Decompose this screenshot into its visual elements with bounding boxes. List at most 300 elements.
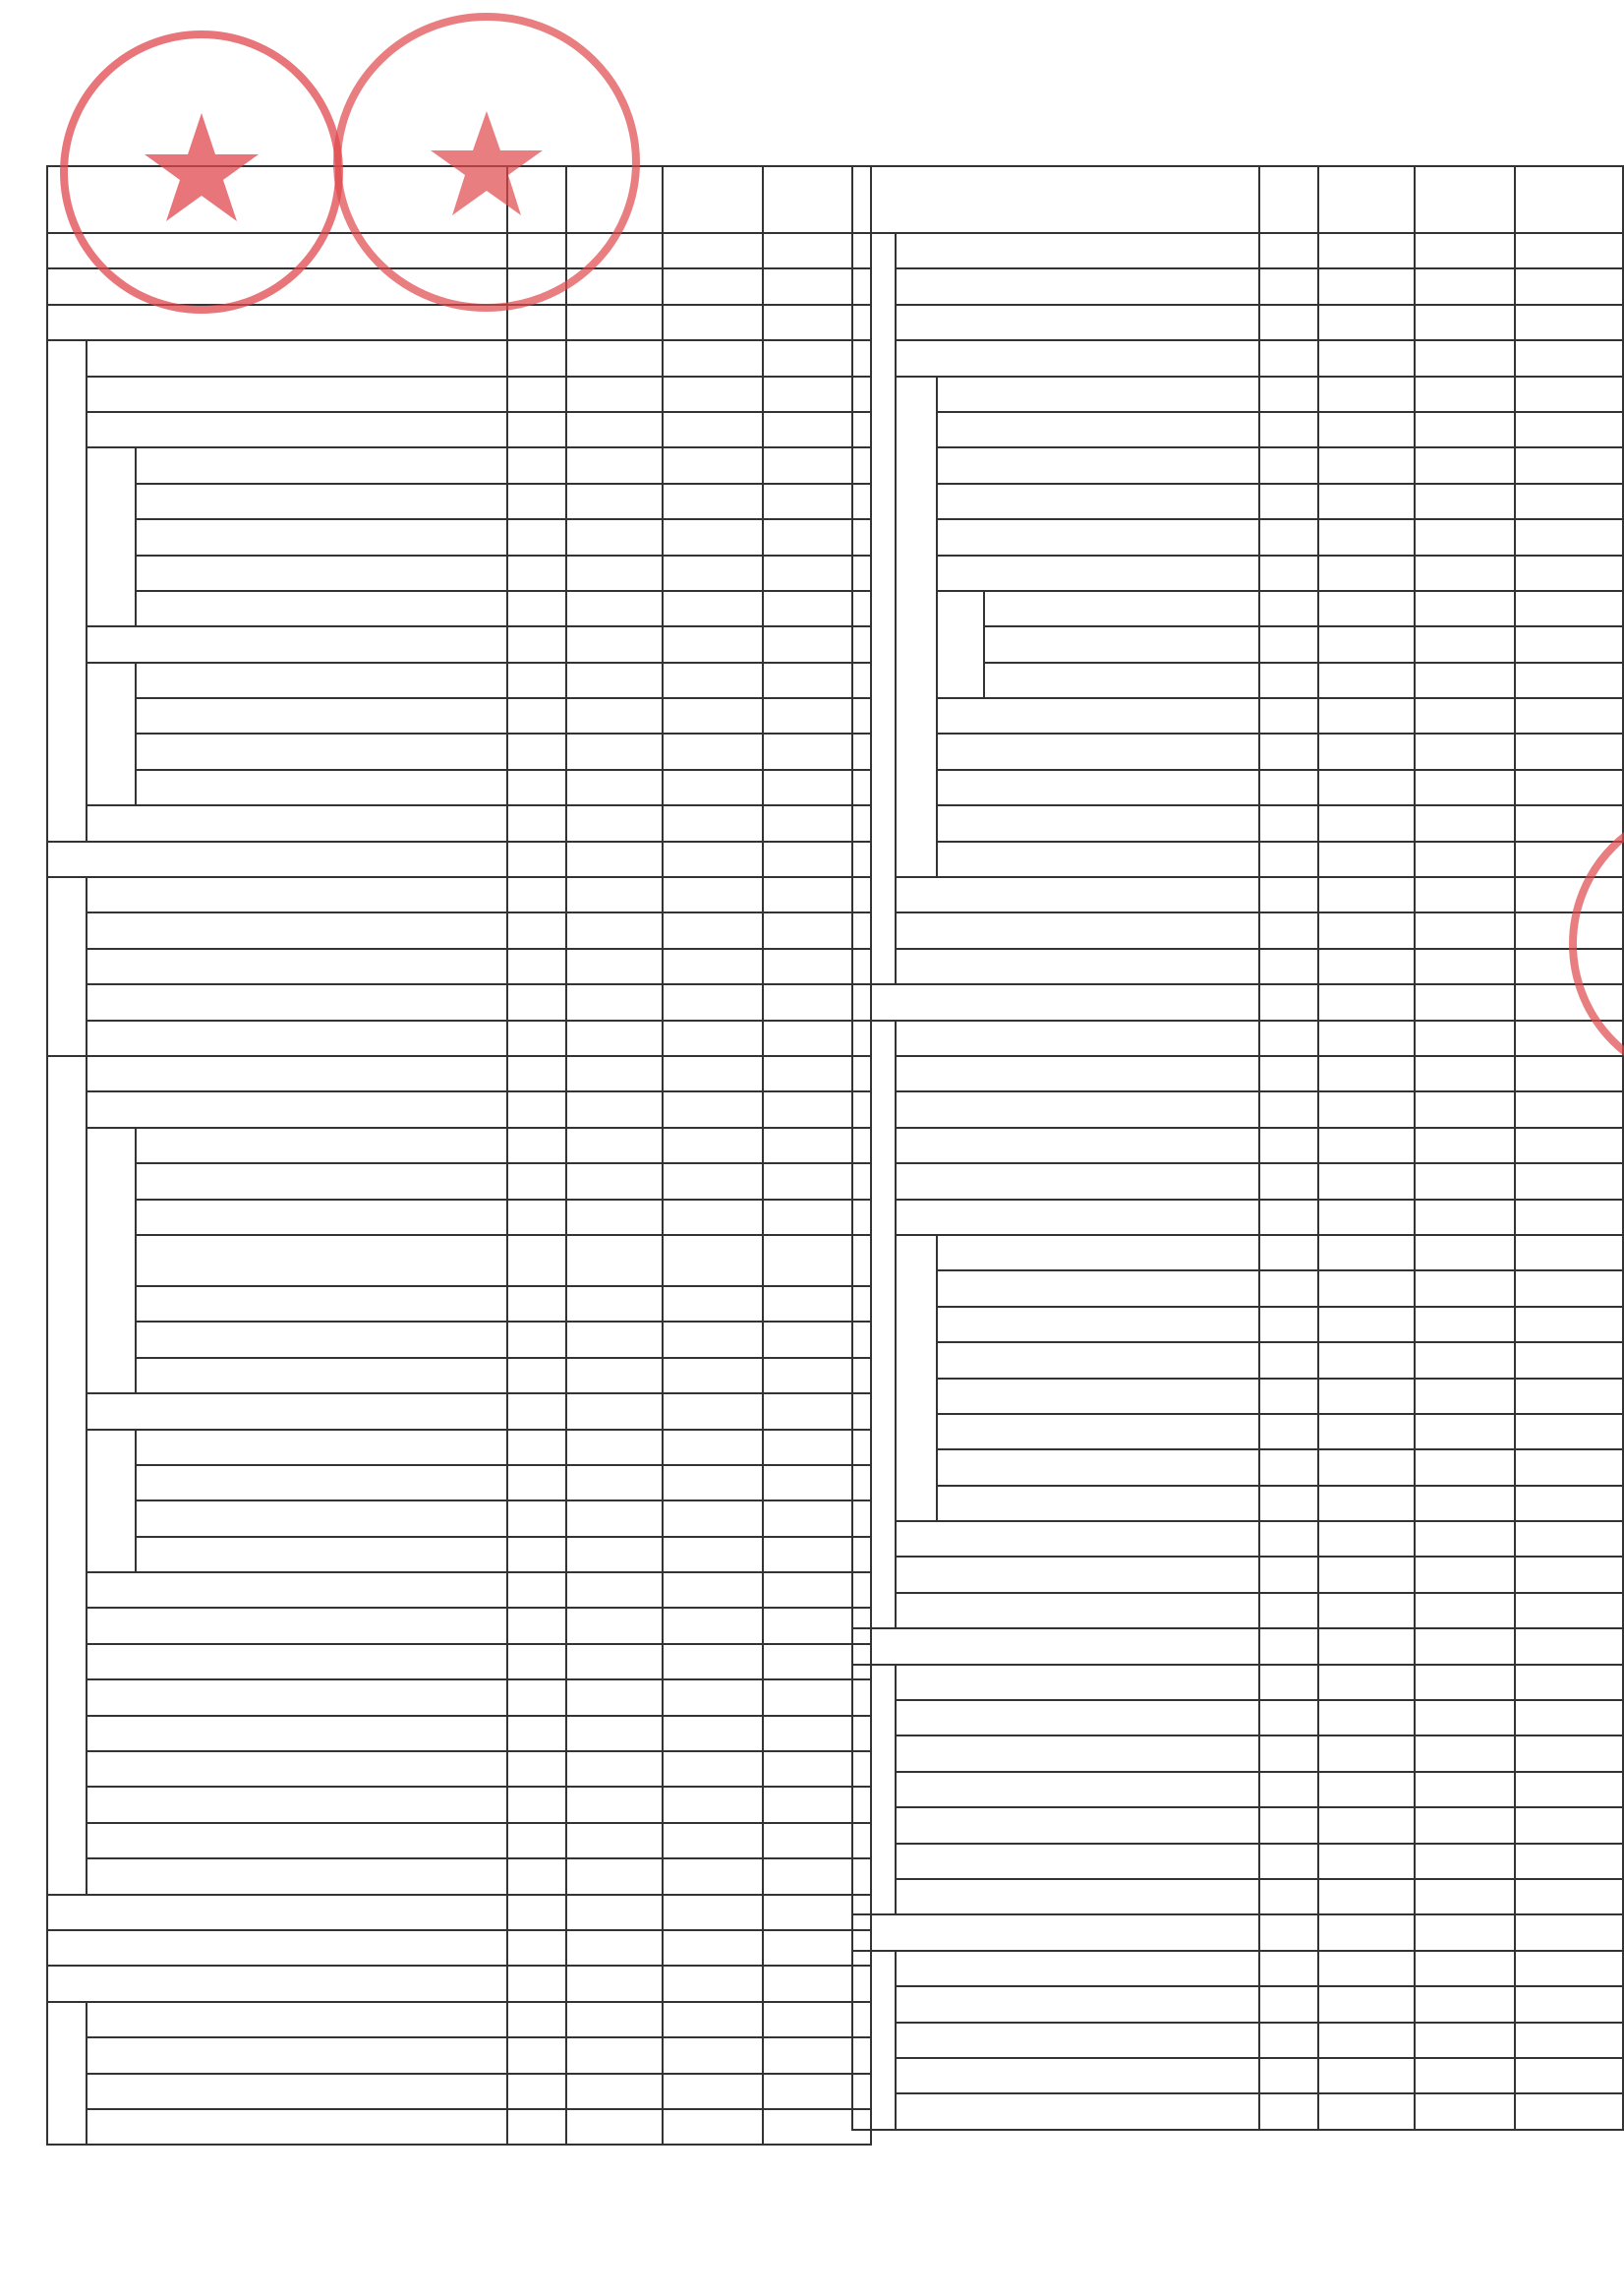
row-name xyxy=(136,1358,507,1393)
row-total xyxy=(1318,1486,1415,1521)
table-row xyxy=(852,1449,1623,1485)
table-row xyxy=(47,519,871,555)
row-total xyxy=(566,305,663,340)
row-seq xyxy=(1259,1951,1318,1986)
table-row xyxy=(47,1286,871,1322)
row-total xyxy=(1318,484,1415,519)
row-village xyxy=(663,877,763,912)
row-total xyxy=(566,1091,663,1127)
group-label-qizhong xyxy=(87,447,136,626)
row-total xyxy=(1318,1521,1415,1557)
row-name xyxy=(937,1379,1260,1414)
row-seq xyxy=(507,1322,566,1357)
row-village xyxy=(1415,1270,1515,1306)
row-village xyxy=(663,2037,763,2073)
row-seq xyxy=(507,877,566,912)
table-row xyxy=(852,1772,1623,1807)
row-total xyxy=(566,2037,663,2073)
row-name xyxy=(937,1307,1260,1342)
row-seq xyxy=(507,1895,566,1930)
row-seq xyxy=(1259,447,1318,483)
row-coop xyxy=(1515,1449,1623,1485)
row-total xyxy=(566,591,663,626)
row-name xyxy=(136,556,507,591)
row-coop xyxy=(1515,1772,1623,1807)
row-total xyxy=(1318,734,1415,769)
table-row xyxy=(852,2058,1623,2093)
row-coop xyxy=(1515,1235,1623,1270)
row-village xyxy=(663,1286,763,1322)
row-coop xyxy=(1515,1700,1623,1735)
row-total xyxy=(1318,591,1415,626)
row-name xyxy=(47,1895,507,1930)
row-coop xyxy=(1515,1914,1623,1950)
row-name xyxy=(937,842,1260,877)
row-name xyxy=(87,912,507,948)
group-label-gongyi xyxy=(852,233,896,984)
table-row xyxy=(852,1235,1623,1270)
table-row xyxy=(47,1393,871,1429)
table-row xyxy=(47,447,871,483)
col-header-total xyxy=(566,166,663,233)
row-village xyxy=(1415,877,1515,912)
row-village xyxy=(1415,1128,1515,1163)
row-coop xyxy=(1515,1486,1623,1521)
row-name xyxy=(47,1966,507,2001)
row-village xyxy=(1415,1056,1515,1091)
row-seq xyxy=(507,663,566,698)
row-name xyxy=(937,519,1260,555)
row-total xyxy=(1318,305,1415,340)
row-seq xyxy=(1259,1986,1318,2022)
row-name xyxy=(937,412,1260,447)
table-row xyxy=(852,447,1623,483)
table-row xyxy=(852,1951,1623,1986)
row-village xyxy=(663,734,763,769)
table-row xyxy=(47,1679,871,1715)
row-name xyxy=(136,1235,507,1286)
table-row xyxy=(47,734,871,769)
row-coop xyxy=(1515,949,1623,984)
table-row xyxy=(47,2037,871,2073)
row-seq xyxy=(1259,1807,1318,1843)
row-name xyxy=(896,1091,1259,1127)
row-total xyxy=(1318,1021,1415,1056)
row-village xyxy=(1415,591,1515,626)
row-seq xyxy=(507,1286,566,1322)
row-name xyxy=(136,1128,507,1163)
row-name xyxy=(896,2093,1259,2129)
row-village xyxy=(1415,1379,1515,1414)
row-total xyxy=(1318,1879,1415,1914)
row-village xyxy=(663,1572,763,1608)
row-coop xyxy=(1515,1091,1623,1127)
group-label-qizhong xyxy=(896,377,937,877)
row-village xyxy=(663,447,763,483)
row-total xyxy=(1318,663,1415,698)
table-row xyxy=(47,1091,871,1127)
row-coop xyxy=(1515,842,1623,877)
row-seq xyxy=(507,2074,566,2109)
table-row xyxy=(47,233,871,268)
row-name xyxy=(87,1823,507,1858)
row-seq xyxy=(507,1930,566,1966)
group-label-qizhong xyxy=(87,663,136,806)
row-name xyxy=(47,305,507,340)
group-label-qizhong xyxy=(47,877,87,1056)
row-name xyxy=(937,770,1260,805)
row-seq xyxy=(507,305,566,340)
row-coop xyxy=(1515,984,1623,1020)
row-village xyxy=(663,233,763,268)
row-village xyxy=(663,1465,763,1500)
table-row xyxy=(852,1628,1623,1664)
row-name xyxy=(896,1986,1259,2022)
row-coop xyxy=(1515,1628,1623,1664)
row-name xyxy=(937,1342,1260,1378)
table-row xyxy=(47,1858,871,1894)
row-seq xyxy=(507,984,566,1020)
row-coop xyxy=(1515,377,1623,412)
row-name xyxy=(937,377,1260,412)
row-seq xyxy=(1259,2058,1318,2093)
row-total xyxy=(566,1823,663,1858)
row-total xyxy=(566,1608,663,1643)
row-village xyxy=(663,1930,763,1966)
row-total xyxy=(1318,340,1415,376)
row-seq xyxy=(1259,2023,1318,2058)
row-name xyxy=(896,305,1259,340)
table-row xyxy=(852,1307,1623,1342)
row-total xyxy=(1318,912,1415,948)
group-label-qizhong xyxy=(852,1665,896,1915)
row-village xyxy=(1415,626,1515,662)
row-seq xyxy=(1259,1091,1318,1127)
row-coop xyxy=(1515,447,1623,483)
row-village xyxy=(663,912,763,948)
row-seq xyxy=(507,340,566,376)
table-row xyxy=(852,305,1623,340)
table-row xyxy=(852,912,1623,948)
row-total xyxy=(566,663,663,698)
row-village xyxy=(663,1393,763,1429)
row-village xyxy=(663,1787,763,1822)
row-total xyxy=(566,1966,663,2001)
row-name xyxy=(87,1644,507,1679)
row-seq xyxy=(507,1858,566,1894)
row-coop xyxy=(1515,734,1623,769)
row-village xyxy=(1415,1235,1515,1270)
row-village xyxy=(1415,1486,1515,1521)
row-seq xyxy=(1259,1772,1318,1807)
row-total xyxy=(1318,698,1415,734)
table-row xyxy=(852,2023,1623,2058)
row-name xyxy=(852,1628,1259,1664)
row-seq xyxy=(507,1787,566,1822)
row-village xyxy=(663,698,763,734)
row-coop xyxy=(1515,1342,1623,1378)
row-seq xyxy=(1259,1486,1318,1521)
table-row xyxy=(852,1557,1623,1592)
row-village xyxy=(1415,912,1515,948)
row-total xyxy=(1318,2023,1415,2058)
table-row xyxy=(852,484,1623,519)
row-seq xyxy=(1259,877,1318,912)
table-row xyxy=(47,1021,871,1056)
left-budget-table xyxy=(46,165,872,2146)
left-table-header xyxy=(47,166,871,233)
group-label-qizhong xyxy=(896,1235,937,1521)
col-header-village xyxy=(663,166,763,233)
table-row xyxy=(852,1986,1623,2022)
row-village xyxy=(663,1895,763,1930)
row-village xyxy=(663,1537,763,1572)
row-total xyxy=(566,626,663,662)
row-total xyxy=(566,1021,663,1056)
row-name xyxy=(937,447,1260,483)
row-seq xyxy=(1259,663,1318,698)
row-seq xyxy=(507,2002,566,2037)
row-village xyxy=(1415,770,1515,805)
row-name xyxy=(136,1163,507,1199)
col-header-name xyxy=(47,166,507,233)
row-name xyxy=(896,1951,1259,1986)
row-total xyxy=(566,1679,663,1715)
row-seq xyxy=(1259,556,1318,591)
table-row xyxy=(47,1751,871,1787)
row-total xyxy=(566,556,663,591)
row-seq xyxy=(1259,1056,1318,1091)
row-coop xyxy=(1515,233,1623,268)
row-total xyxy=(1318,1844,1415,1879)
row-coop xyxy=(1515,1557,1623,1592)
row-coop xyxy=(1515,1879,1623,1914)
row-seq xyxy=(507,805,566,841)
row-coop xyxy=(1515,2023,1623,2058)
row-name xyxy=(937,698,1260,734)
row-seq xyxy=(507,447,566,483)
row-coop xyxy=(1515,1163,1623,1199)
row-name xyxy=(136,663,507,698)
row-seq xyxy=(1259,412,1318,447)
row-village xyxy=(1415,268,1515,304)
row-total xyxy=(566,1500,663,1536)
row-seq xyxy=(507,949,566,984)
row-village xyxy=(1415,305,1515,340)
row-seq xyxy=(507,268,566,304)
row-total xyxy=(566,1056,663,1091)
table-row xyxy=(47,663,871,698)
row-coop xyxy=(1515,340,1623,376)
row-total xyxy=(1318,984,1415,1020)
row-seq xyxy=(507,1393,566,1429)
table-row xyxy=(47,1200,871,1235)
row-village xyxy=(1415,447,1515,483)
row-seq xyxy=(507,698,566,734)
row-seq xyxy=(1259,1128,1318,1163)
group-label-qizhong xyxy=(937,591,984,698)
row-seq xyxy=(507,377,566,412)
row-seq xyxy=(507,1608,566,1643)
row-seq xyxy=(1259,1342,1318,1378)
row-seq xyxy=(1259,1914,1318,1950)
row-name xyxy=(937,1449,1260,1485)
row-coop xyxy=(1515,877,1623,912)
row-coop xyxy=(1515,412,1623,447)
row-village xyxy=(663,1056,763,1091)
row-village xyxy=(1415,1665,1515,1700)
row-seq xyxy=(507,626,566,662)
row-name xyxy=(87,1091,507,1127)
row-seq xyxy=(1259,1735,1318,1771)
row-coop xyxy=(1515,1200,1623,1235)
row-name xyxy=(87,1679,507,1715)
row-name xyxy=(87,626,507,662)
row-village xyxy=(1415,1844,1515,1879)
row-seq xyxy=(507,1572,566,1608)
row-name xyxy=(136,591,507,626)
table-row xyxy=(47,626,871,662)
table-row xyxy=(852,519,1623,555)
row-total xyxy=(1318,1986,1415,2022)
table-row xyxy=(852,734,1623,769)
row-seq xyxy=(507,233,566,268)
row-village xyxy=(663,1128,763,1163)
row-village xyxy=(1415,663,1515,698)
row-total xyxy=(1318,805,1415,841)
row-coop xyxy=(1515,698,1623,734)
row-name xyxy=(937,1270,1260,1306)
row-total xyxy=(1318,1414,1415,1449)
row-total xyxy=(1318,1557,1415,1592)
row-village xyxy=(663,1644,763,1679)
row-name xyxy=(937,734,1260,769)
row-village xyxy=(663,412,763,447)
table-row xyxy=(47,770,871,805)
table-row xyxy=(852,1486,1623,1521)
row-seq xyxy=(507,1537,566,1572)
row-total xyxy=(566,1858,663,1894)
row-name xyxy=(136,1286,507,1322)
row-name xyxy=(937,1486,1260,1521)
row-name xyxy=(852,984,1259,1020)
table-row xyxy=(47,1235,871,1286)
table-row xyxy=(47,591,871,626)
row-village xyxy=(663,1716,763,1751)
row-name xyxy=(896,268,1259,304)
row-name xyxy=(896,1521,1259,1557)
row-village xyxy=(663,1608,763,1643)
row-name xyxy=(896,1557,1259,1592)
row-name xyxy=(136,484,507,519)
row-village xyxy=(663,1966,763,2001)
row-village xyxy=(663,805,763,841)
row-seq xyxy=(1259,1557,1318,1592)
row-seq xyxy=(1259,1521,1318,1557)
row-seq xyxy=(1259,842,1318,877)
col-header-name xyxy=(852,166,1259,233)
row-name xyxy=(896,1665,1259,1700)
row-total xyxy=(1318,877,1415,912)
row-name xyxy=(87,1787,507,1822)
row-coop xyxy=(1515,770,1623,805)
table-row xyxy=(852,1521,1623,1557)
row-village xyxy=(663,1163,763,1199)
row-village xyxy=(663,1500,763,1536)
row-seq xyxy=(1259,626,1318,662)
col-header-village xyxy=(1415,166,1515,233)
table-row xyxy=(47,984,871,1020)
table-row xyxy=(47,698,871,734)
row-seq xyxy=(507,519,566,555)
row-name xyxy=(87,949,507,984)
row-village xyxy=(1415,377,1515,412)
row-seq xyxy=(1259,1200,1318,1235)
row-seq xyxy=(507,1358,566,1393)
row-total xyxy=(1318,1163,1415,1199)
row-seq xyxy=(1259,484,1318,519)
row-seq xyxy=(507,2109,566,2145)
table-row xyxy=(852,1163,1623,1199)
row-name xyxy=(87,1056,507,1091)
row-village xyxy=(1415,1342,1515,1378)
row-coop xyxy=(1515,591,1623,626)
table-row xyxy=(47,1966,871,2001)
row-name xyxy=(87,2074,507,2109)
row-village xyxy=(1415,2023,1515,2058)
row-name xyxy=(136,1465,507,1500)
row-village xyxy=(663,1679,763,1715)
row-total xyxy=(566,1644,663,1679)
row-total xyxy=(566,1537,663,1572)
row-coop xyxy=(1515,1593,1623,1628)
row-total xyxy=(1318,233,1415,268)
row-name xyxy=(136,1537,507,1572)
table-row xyxy=(852,412,1623,447)
row-name xyxy=(87,1608,507,1643)
row-name xyxy=(896,2023,1259,2058)
table-row xyxy=(852,1270,1623,1306)
group-label-qizhong xyxy=(47,340,87,841)
row-name xyxy=(87,877,507,912)
row-total xyxy=(566,1235,663,1286)
row-village xyxy=(663,1823,763,1858)
row-village xyxy=(663,1091,763,1127)
table-row xyxy=(47,842,871,877)
row-village xyxy=(1415,734,1515,769)
row-name xyxy=(136,1322,507,1357)
row-seq xyxy=(1259,591,1318,626)
row-seq xyxy=(1259,305,1318,340)
row-village xyxy=(1415,805,1515,841)
row-name xyxy=(896,1807,1259,1843)
row-name xyxy=(136,1430,507,1465)
row-total xyxy=(566,1163,663,1199)
row-coop xyxy=(1515,519,1623,555)
row-total xyxy=(566,698,663,734)
row-seq xyxy=(507,2037,566,2073)
table-row xyxy=(852,1414,1623,1449)
row-village xyxy=(663,591,763,626)
row-name xyxy=(47,1930,507,1966)
row-seq xyxy=(507,1430,566,1465)
table-row xyxy=(47,1465,871,1500)
row-village xyxy=(663,484,763,519)
table-row xyxy=(852,1914,1623,1950)
row-total xyxy=(1318,1700,1415,1735)
table-row xyxy=(47,1787,871,1822)
row-coop xyxy=(1515,305,1623,340)
